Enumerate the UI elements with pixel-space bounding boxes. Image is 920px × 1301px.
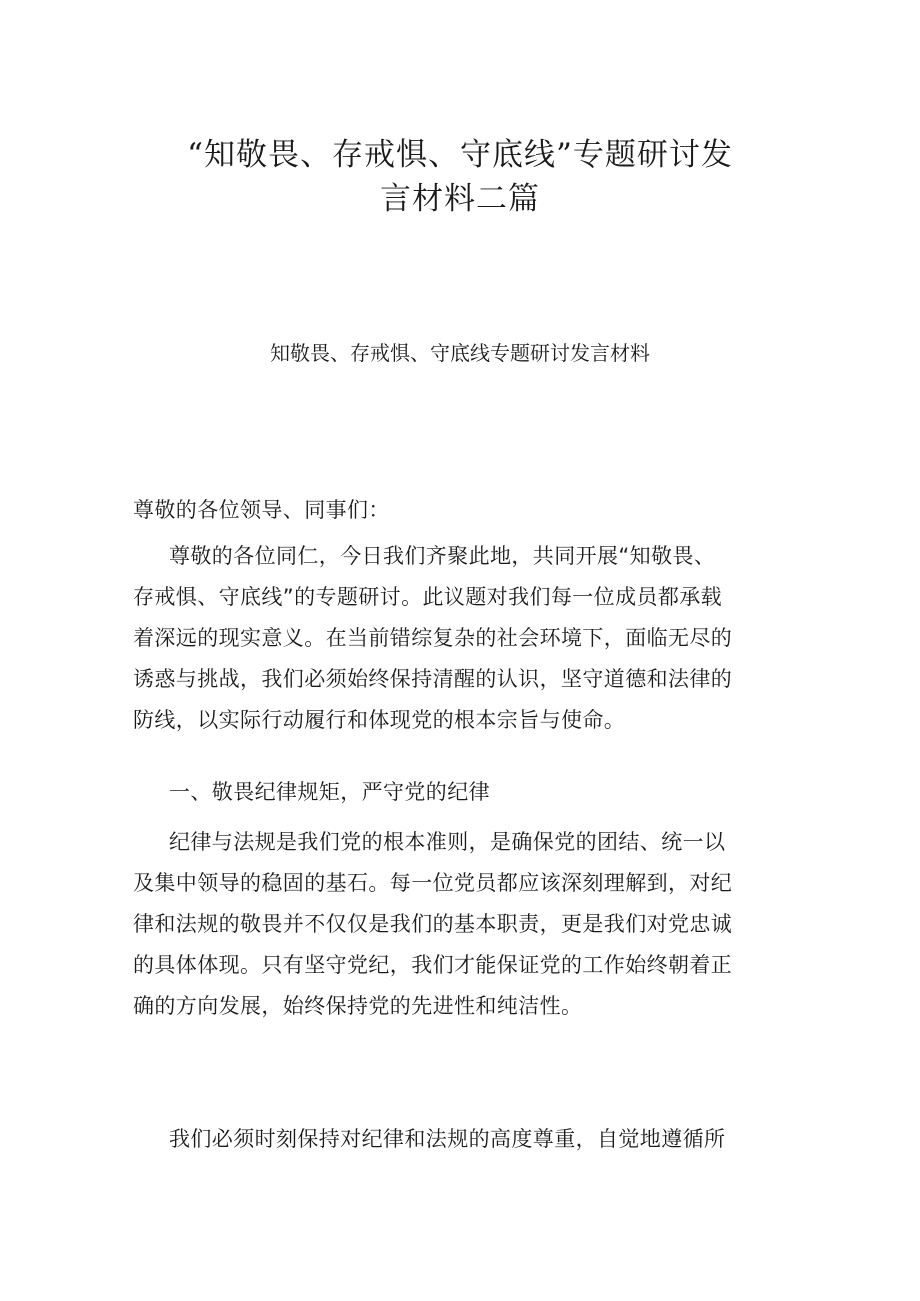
paragraph-line: 我们必须时刻保持对纪律和法规的高度尊重，自觉地遵循所	[169, 1127, 726, 1151]
document-title	[0, 133, 920, 221]
paragraph-line: 防线，以实际行动履行和体现党的根本宗旨与使命。	[133, 708, 626, 732]
paragraph-line: 着深远的现实意义。在当前错综复杂的社会环境下，面临无尽的	[133, 626, 733, 650]
paragraph-2	[133, 822, 783, 1027]
paragraph-line: 纪律与法规是我们党的根本准则，是确保党的团结、统一以	[169, 830, 726, 854]
paragraph-3	[133, 1119, 783, 1160]
paragraph-line: 确的方向发展，始终保持党的先进性和纯洁性。	[133, 994, 583, 1018]
greeting: 尊敬的各位领导、同事们：	[133, 498, 390, 522]
section-1-heading: 一、敬畏纪律规矩，严守党的纪律	[169, 780, 490, 804]
paragraph-line: 及集中领导的稳固的基石。每一位党员都应该深刻理解到，对纪	[133, 871, 733, 895]
paragraph-line: 尊敬的各位同仁，今日我们齐聚此地，共同开展“知敬畏、	[169, 544, 716, 568]
paragraph-line: 律和法规的敬畏并不仅仅是我们的基本职责，更是我们对党忠诚	[133, 912, 733, 936]
paragraph-line: 的具体体现。只有坚守党纪，我们才能保证党的工作始终朝着正	[133, 953, 733, 977]
document-title-line-2: 言材料二篇	[380, 181, 540, 217]
paragraph-1	[133, 536, 783, 741]
document-subtitle: 知敬畏、存戒惧、守底线专题研讨发言材料	[270, 341, 650, 365]
paragraph-line: 存戒惧、守底线”的专题研讨。此议题对我们每一位成员都承载	[133, 585, 723, 609]
paragraph-line: 诱惑与挑战，我们必须始终保持清醒的认识，坚守道德和法律的	[133, 667, 733, 691]
document-title-line-1: “知敬畏、存戒惧、守底线”专题研讨发	[187, 137, 733, 173]
